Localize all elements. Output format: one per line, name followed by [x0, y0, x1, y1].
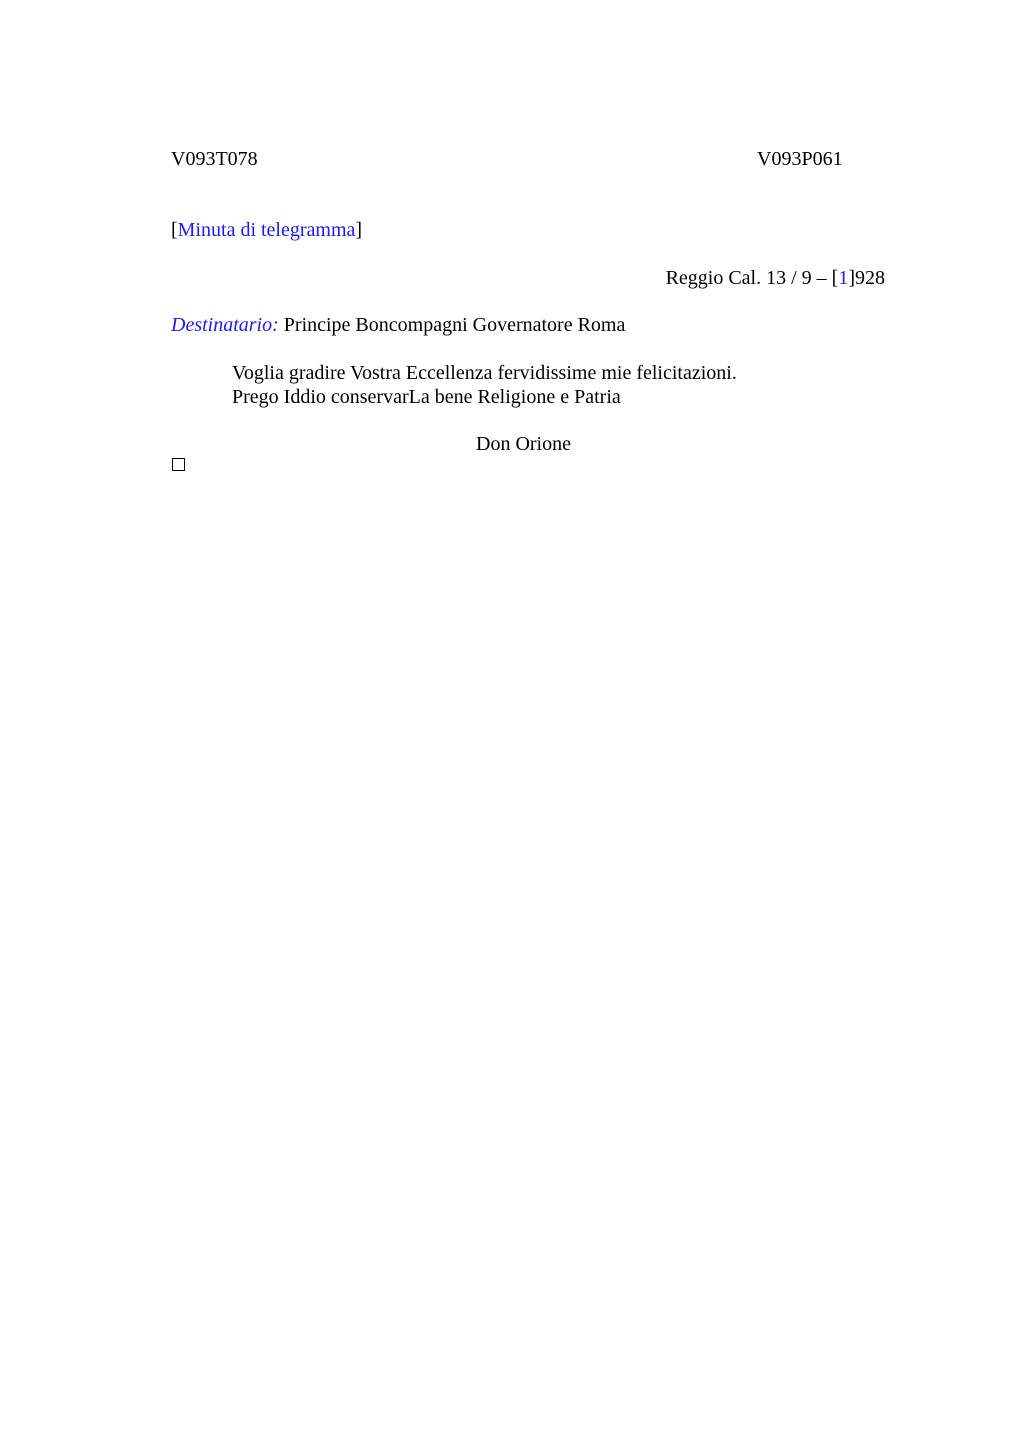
date-suffix: ]928: [848, 267, 885, 289]
document-type: [171, 220, 362, 240]
date-inserted-digit: 1: [838, 267, 849, 289]
date-line: [666, 268, 885, 288]
document-type-label: Minuta di telegramma: [177, 219, 356, 241]
body-line-2: Prego Iddio conservarLa bene Religione e Patria: [232, 386, 621, 408]
recipient-value: Principe Boncompagni Governatore Roma: [283, 314, 626, 336]
close-bracket: ]: [355, 219, 363, 241]
header-left-code: V093T078: [171, 148, 258, 170]
recipient-line: [171, 315, 625, 335]
header-right-code: V093P061: [757, 148, 843, 170]
body-line-1: Voglia gradire Vostra Eccellenza fervidissime mie felicitazioni.: [232, 362, 737, 384]
signature: Don Orione: [476, 433, 571, 455]
end-square-icon: [172, 458, 185, 471]
date-prefix: Reggio Cal. 13 / 9 – [: [665, 267, 839, 289]
open-bracket: [: [171, 219, 178, 241]
recipient-label: Destinatario:: [171, 314, 279, 336]
